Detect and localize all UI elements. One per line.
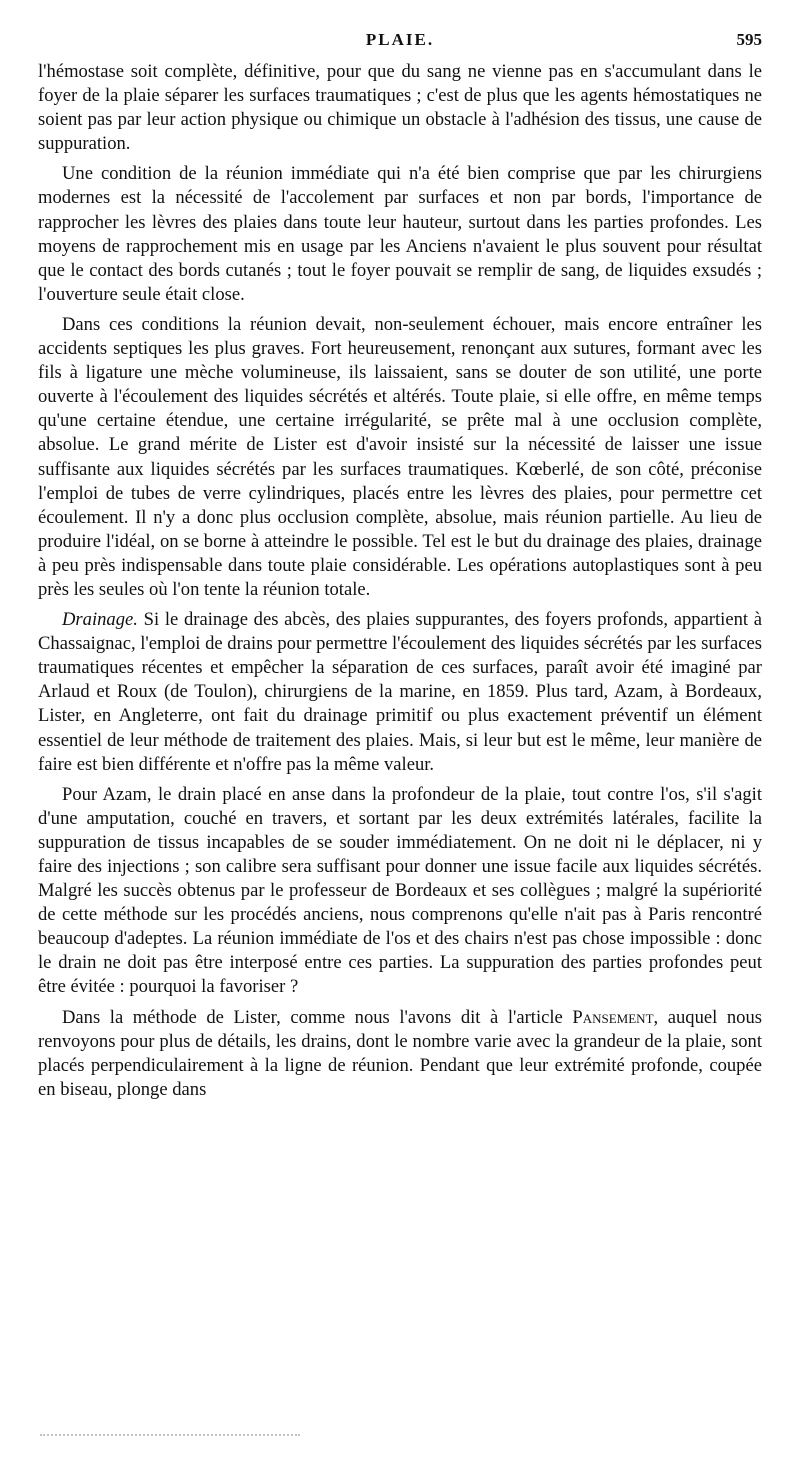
section-term-drainage: Drainage.: [62, 609, 138, 631]
paragraph-text: , auquel nous renvoyons pour plus de détails, les drains, dont le nombre varie avec la grandeur de la plaie, sont placés perpendiculairement à la ligne de réunion. Pendant que leur extrémité profonde, coupée en biseau, plonge dans: [38, 1006, 762, 1100]
paragraph-azam: [38, 783, 762, 1000]
paragraph-text: Pour Azam, le drain placé en anse dans la profondeur de la plaie, tout contre l'os, s'il s'agit d'une amputation, couché en travers, et sortant par les deux extrémités latérales, facilite la suppuration de tissus incapables de se souder immédiatement. On ne doit ni le déplacer, ni y faire des injections ; son calibre sera suffisant pour donner une issue facile aux liquides sécrétés. Malgré les succès obtenus par le professeur de Bordeaux et ses collègues ; malgré la supériorité de cette méthode sur les procédés anciens, nous comprenons qu'elle n'ait pas à Paris rencontré beaucoup d'adeptes. La réunion immédiate de l'os et des chairs n'est pas chose impossible : donc le drain ne doit pas être interposé entre ces parties. La suppuration des parties profondes peut être évitée : pourquoi la favoriser ?: [38, 783, 762, 998]
page-header: [38, 30, 762, 56]
page-body: [38, 60, 762, 1102]
paragraph-text: l'hémostase soit complète, définitive, pour que du sang ne vienne pas en s'accumulant dans le foyer de la plaie séparer les surfaces traumatiques ; c'est de plus que les agents hémostatiques ne soient pas par leur action physique ou chimique un obstacle à l'adhésion des tissus, une cause de suppuration.: [38, 61, 762, 155]
page-number: 595: [736, 30, 762, 49]
footer-print-marks: [40, 1434, 300, 1440]
paragraph-text: Si le drainage des abcès, des plaies suppurantes, des foyers profonds, appartient à Chassaignac, l'emploi de drains pour permettre l'écoulement des liquides sécrétés par les surfaces traumatiques récentes et empêcher la séparation de ces surfaces, paraît avoir été imaginé par Arlaud et Roux (de Toulon), chirurgiens de la marine, en 1859. Plus tard, Azam, à Bordeaux, Lister, en Angleterre, ont fait du drainage primitif ou plus exactement préventif un élément essentiel de leur méthode de traitement des plaies. Mais, si leur but est le même, leur manière de faire est bien différente et n'offre pas la même valeur.: [38, 609, 762, 775]
running-title: PLAIE.: [365, 30, 435, 49]
paragraph-text: Une condition de la réunion immédiate qui n'a été bien comprise que par les chirurgiens modernes est la nécessité de l'accolement par surfaces et non par bords, l'importance de rapprocher les lèvres des plaies dans toute leur hauteur, surtout dans les parties profondes. Les moyens de rapprochement mis en usage par les Anciens n'avaient le plus souvent pour résultat que le contact des bords cutanés ; tout le foyer pouvait se remplir de sang, de liquides exsudés ; l'ouverture seule était close.: [38, 163, 762, 305]
paragraph-text: Dans la méthode de Lister, comme nous l'avons dit à l'article: [62, 1006, 573, 1028]
paragraph-hemostase: [38, 60, 762, 156]
article-reference-pansement: Pansement: [572, 1006, 654, 1028]
paragraph-text: Dans ces conditions la réunion devait, non-seulement échouer, mais encore entraîner les accidents septiques les plus graves. Fort heureusement, renonçant aux sutures, formant avec les fils à ligature une mèche volumineuse, ils laissaient, sans se douter de son utilité, une porte ouverte à l'écoulement des liquides sécrétés et altérés. Toute plaie, si elle offre, en même temps qu'une certaine étendue, une certaine irrégularité, se prête mal à une occlusion complète, absolue. Le grand mérite de Lister est d'avoir insisté sur la nécessité de laisser une issue suffisante aux liquides sécrétés par les surfaces traumatiques. Kœberlé, de son côté, préconise l'emploi de tubes de verre cylindriques, placés entre les lèvres des plaies, pour permettre cet écoulement. Il n'y a donc plus occlusion complète, absolue, mais réunion partielle. Au lieu de produire l'idéal, on se borne à atteindre le possible. Tel est le but du drainage des plaies, drainage à peu près indispensable dans toute plaie considérable. Les opérations autoplastiques sont à peu près les seules où l'on tente la réunion totale.: [38, 313, 762, 600]
paragraph-drainage: [38, 608, 762, 777]
paragraph-lister: [38, 1006, 762, 1102]
paragraph-reunion-immediate: [38, 162, 762, 307]
paragraph-conditions: [38, 313, 762, 602]
